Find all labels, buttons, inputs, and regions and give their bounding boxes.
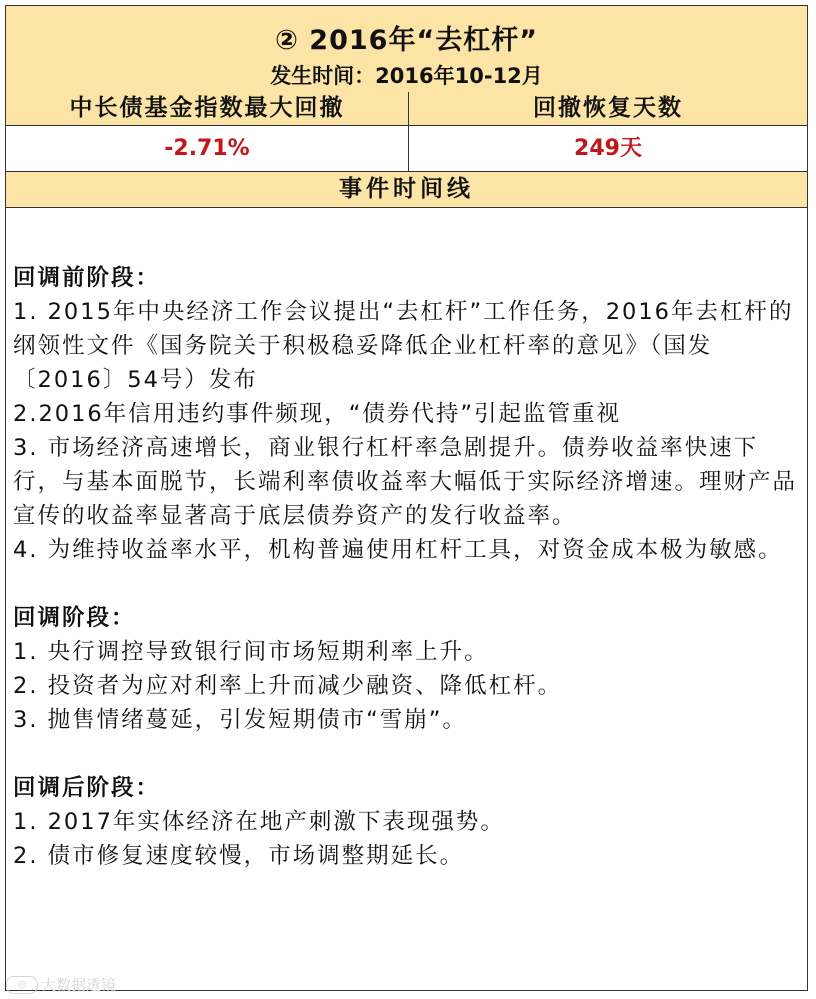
recovery-value: 249天 bbox=[409, 126, 807, 172]
during-stage-item: 2. 投资者为应对利率上升而减少融资、降低杠杆。 bbox=[13, 673, 563, 699]
during-stage-title: 回调阶段： bbox=[13, 605, 136, 631]
during-stage-item: 1. 央行调控导致银行间市场短期利率上升。 bbox=[13, 639, 489, 665]
spacer bbox=[13, 567, 798, 601]
pre-stage-item: 3. 市场经济高速增长，商业银行杠杆率急剧提升。债券收益率快速下行，与基本面脱节，长端利率债收益率大幅低于实际经济增速。理财产品宣传的收益率显著高于底层债券资产的发行收益率。 bbox=[13, 435, 798, 529]
drawdown-value: -2.71% bbox=[6, 126, 409, 172]
watermark-logo-icon: ◎ bbox=[6, 976, 38, 994]
timeline-heading: 事件时间线 bbox=[6, 172, 807, 208]
post-stage-title: 回调后阶段： bbox=[13, 775, 161, 801]
event-period: 发生时间：2016年10-12月 bbox=[270, 64, 543, 88]
watermark-text: 大数据透镜 bbox=[41, 976, 117, 994]
post-stage-item: 2. 债市修复速度较慢，市场调整期延长。 bbox=[13, 843, 465, 869]
pre-stage-title: 回调前阶段： bbox=[13, 265, 161, 291]
drawdown-label: 中长债基金指数最大回撤 bbox=[6, 92, 409, 126]
event-card bbox=[5, 5, 808, 991]
watermark bbox=[6, 974, 116, 995]
post-stage-item: 1. 2017年实体经济在地产刺激下表现强势。 bbox=[13, 809, 505, 835]
during-stage-item: 3. 抛售情绪蔓延，引发短期债市“雪崩”。 bbox=[13, 707, 467, 733]
spacer bbox=[13, 737, 798, 771]
recovery-label: 回撤恢复天数 bbox=[409, 92, 807, 126]
card-header bbox=[6, 6, 807, 93]
pre-stage-item: 2.2016年信用违约事件频现，“债券代持”引起监管重视 bbox=[13, 401, 622, 427]
pre-stage-item: 1. 2015年中央经济工作会议提出“去杠杆”工作任务，2016年去杠杆的纲领性文件《国务院关于积极稳妥降低企业杠杆率的意见》（国发〔2016〕54号）发布 bbox=[13, 299, 794, 393]
pre-stage-item: 4. 为维持收益率水平，机构普遍使用杠杆工具，对资金成本极为敏感。 bbox=[13, 537, 783, 563]
event-title: ② 2016年“去杠杆” bbox=[275, 25, 538, 56]
timeline-body bbox=[13, 261, 798, 873]
